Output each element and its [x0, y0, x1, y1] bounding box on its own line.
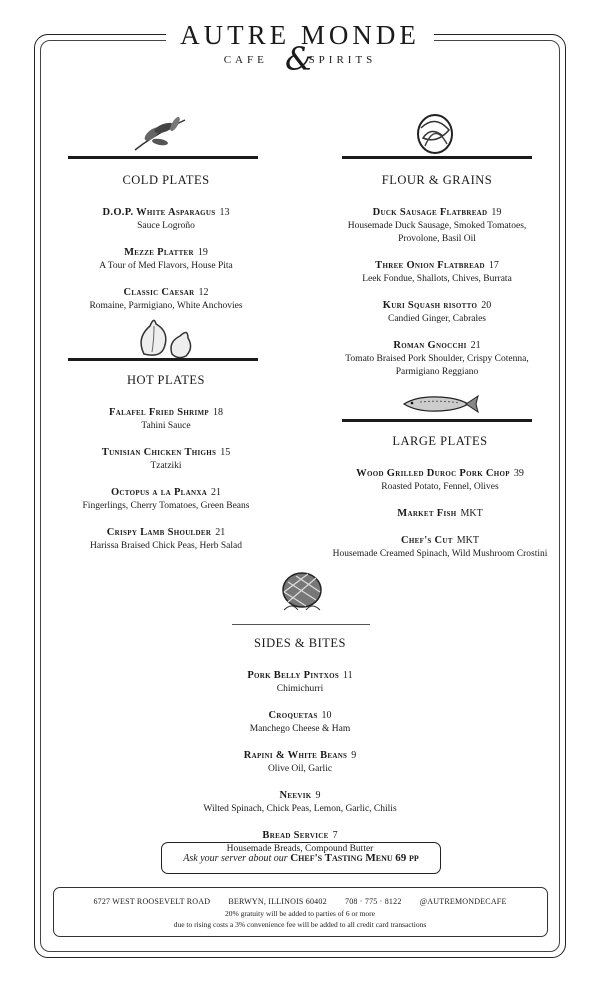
tasting-prefix: Ask your server about our — [183, 853, 288, 864]
section-title: FLOUR & GRAINS — [381, 173, 493, 187]
section-title: SIDES & BITES — [254, 636, 346, 650]
menu-item: Chef's Cut MKT Housemade Creamed Spinach, Wild Mushroom Crostini — [332, 535, 548, 559]
tasting-price: 69 pp — [395, 852, 419, 864]
section-flour-grains — [326, 173, 548, 388]
menu-item: Octopus a la Planxa 21 Fingerlings, Cherry Tomatoes, Green Beans — [82, 487, 250, 511]
footer-contact — [0, 897, 600, 906]
subtitle-spirits: SPIRITS — [308, 54, 377, 66]
menu-item: Crispy Lamb Shoulder 21 Harissa Braised Chick Peas, Herb Salad — [90, 527, 242, 551]
pasta-nest-illustration — [413, 110, 457, 156]
menu-item: Classic Caesar 12 Romaine, Parmigiano, White Anchovies — [89, 287, 243, 311]
menu-item: Kuri Squash risotto 20 Candied Ginger, Cabrales — [382, 300, 492, 324]
divider-large — [342, 419, 532, 422]
footer-gratuity: 20% gratuity will be added to parties of 6 or more — [225, 909, 375, 918]
menu-item: D.O.P. White Asparagus 13 Sauce Logroño — [102, 207, 230, 231]
section-cold-plates — [60, 173, 272, 322]
menu-item: Roman Gnocchi 21 Tomato Braised Pork Shoulder, Crispy Cotenna, Parmigiano Reggiano — [345, 340, 529, 377]
menu-item: Bread Service 7 Housemade Breads, Compound Butter — [226, 830, 374, 854]
menu-item: Rapini & White Beans 9 Olive Oil, Garlic — [243, 750, 357, 774]
menu-item: Market Fish MKT — [397, 508, 483, 519]
menu-item: Neevik 9 Wilted Spinach, Chick Peas, Lemon, Garlic, Chilis — [203, 790, 397, 814]
section-title: LARGE PLATES — [392, 434, 488, 448]
divider-hot — [68, 358, 258, 361]
menu-item: Falafel Fried Shrimp 18 Tahini Sauce — [109, 407, 223, 431]
menu-item: Tunisian Chicken Thighs 15 Tzatziki — [101, 447, 231, 471]
brand-name: AUTRE MONDE — [166, 20, 434, 51]
menu-item: Duck Sausage Flatbread 19 Housemade Duck Sausage, Smoked Tomatoes, Provolone, Basil Oil — [347, 207, 527, 244]
divider-sides — [232, 624, 370, 625]
footer-city: BERWYN, ILLINOIS 60402 — [228, 897, 327, 906]
section-title: COLD PLATES — [122, 173, 210, 187]
menu-item: Pork Belly Pintxos 11 Chimichurri — [247, 670, 353, 694]
ampersand: & — [285, 40, 314, 78]
leaf-illustration — [130, 112, 190, 156]
fish-illustration — [400, 392, 480, 416]
tasting-name: Chef's Tasting Menu — [290, 852, 393, 864]
tasting-menu-callout — [161, 842, 441, 874]
section-hot-plates — [60, 373, 272, 562]
footer-social: @AUTREMONDECAFE — [419, 897, 507, 906]
subtitle-cafe: CAFE — [223, 54, 268, 66]
divider-flour — [342, 156, 532, 159]
section-large-plates — [322, 434, 558, 570]
menu-item: Three Onion Flatbread 17 Leek Fondue, Shallots, Chives, Burrata — [362, 260, 512, 284]
footer-fee: due to rising costs a 3% convenience fee will be added to all credit card transactions — [173, 920, 427, 929]
footer-phone: 708 · 775 · 8122 — [345, 897, 402, 906]
menu-item: Wood Grilled Duroc Pork Chop 39 Roasted Potato, Fennel, Olives — [356, 468, 524, 492]
menu-item: Croquetas 10 Manchego Cheese & Ham — [249, 710, 351, 734]
section-sides-bites — [180, 636, 420, 865]
menu-item: Mezze Platter 19 A Tour of Med Flavors, House Pita — [99, 247, 233, 271]
divider-cold — [68, 156, 258, 159]
bread-illustration — [278, 570, 326, 614]
section-title: HOT PLATES — [126, 373, 206, 387]
footer-address: 6727 WEST ROOSEVELT ROAD — [93, 897, 211, 906]
